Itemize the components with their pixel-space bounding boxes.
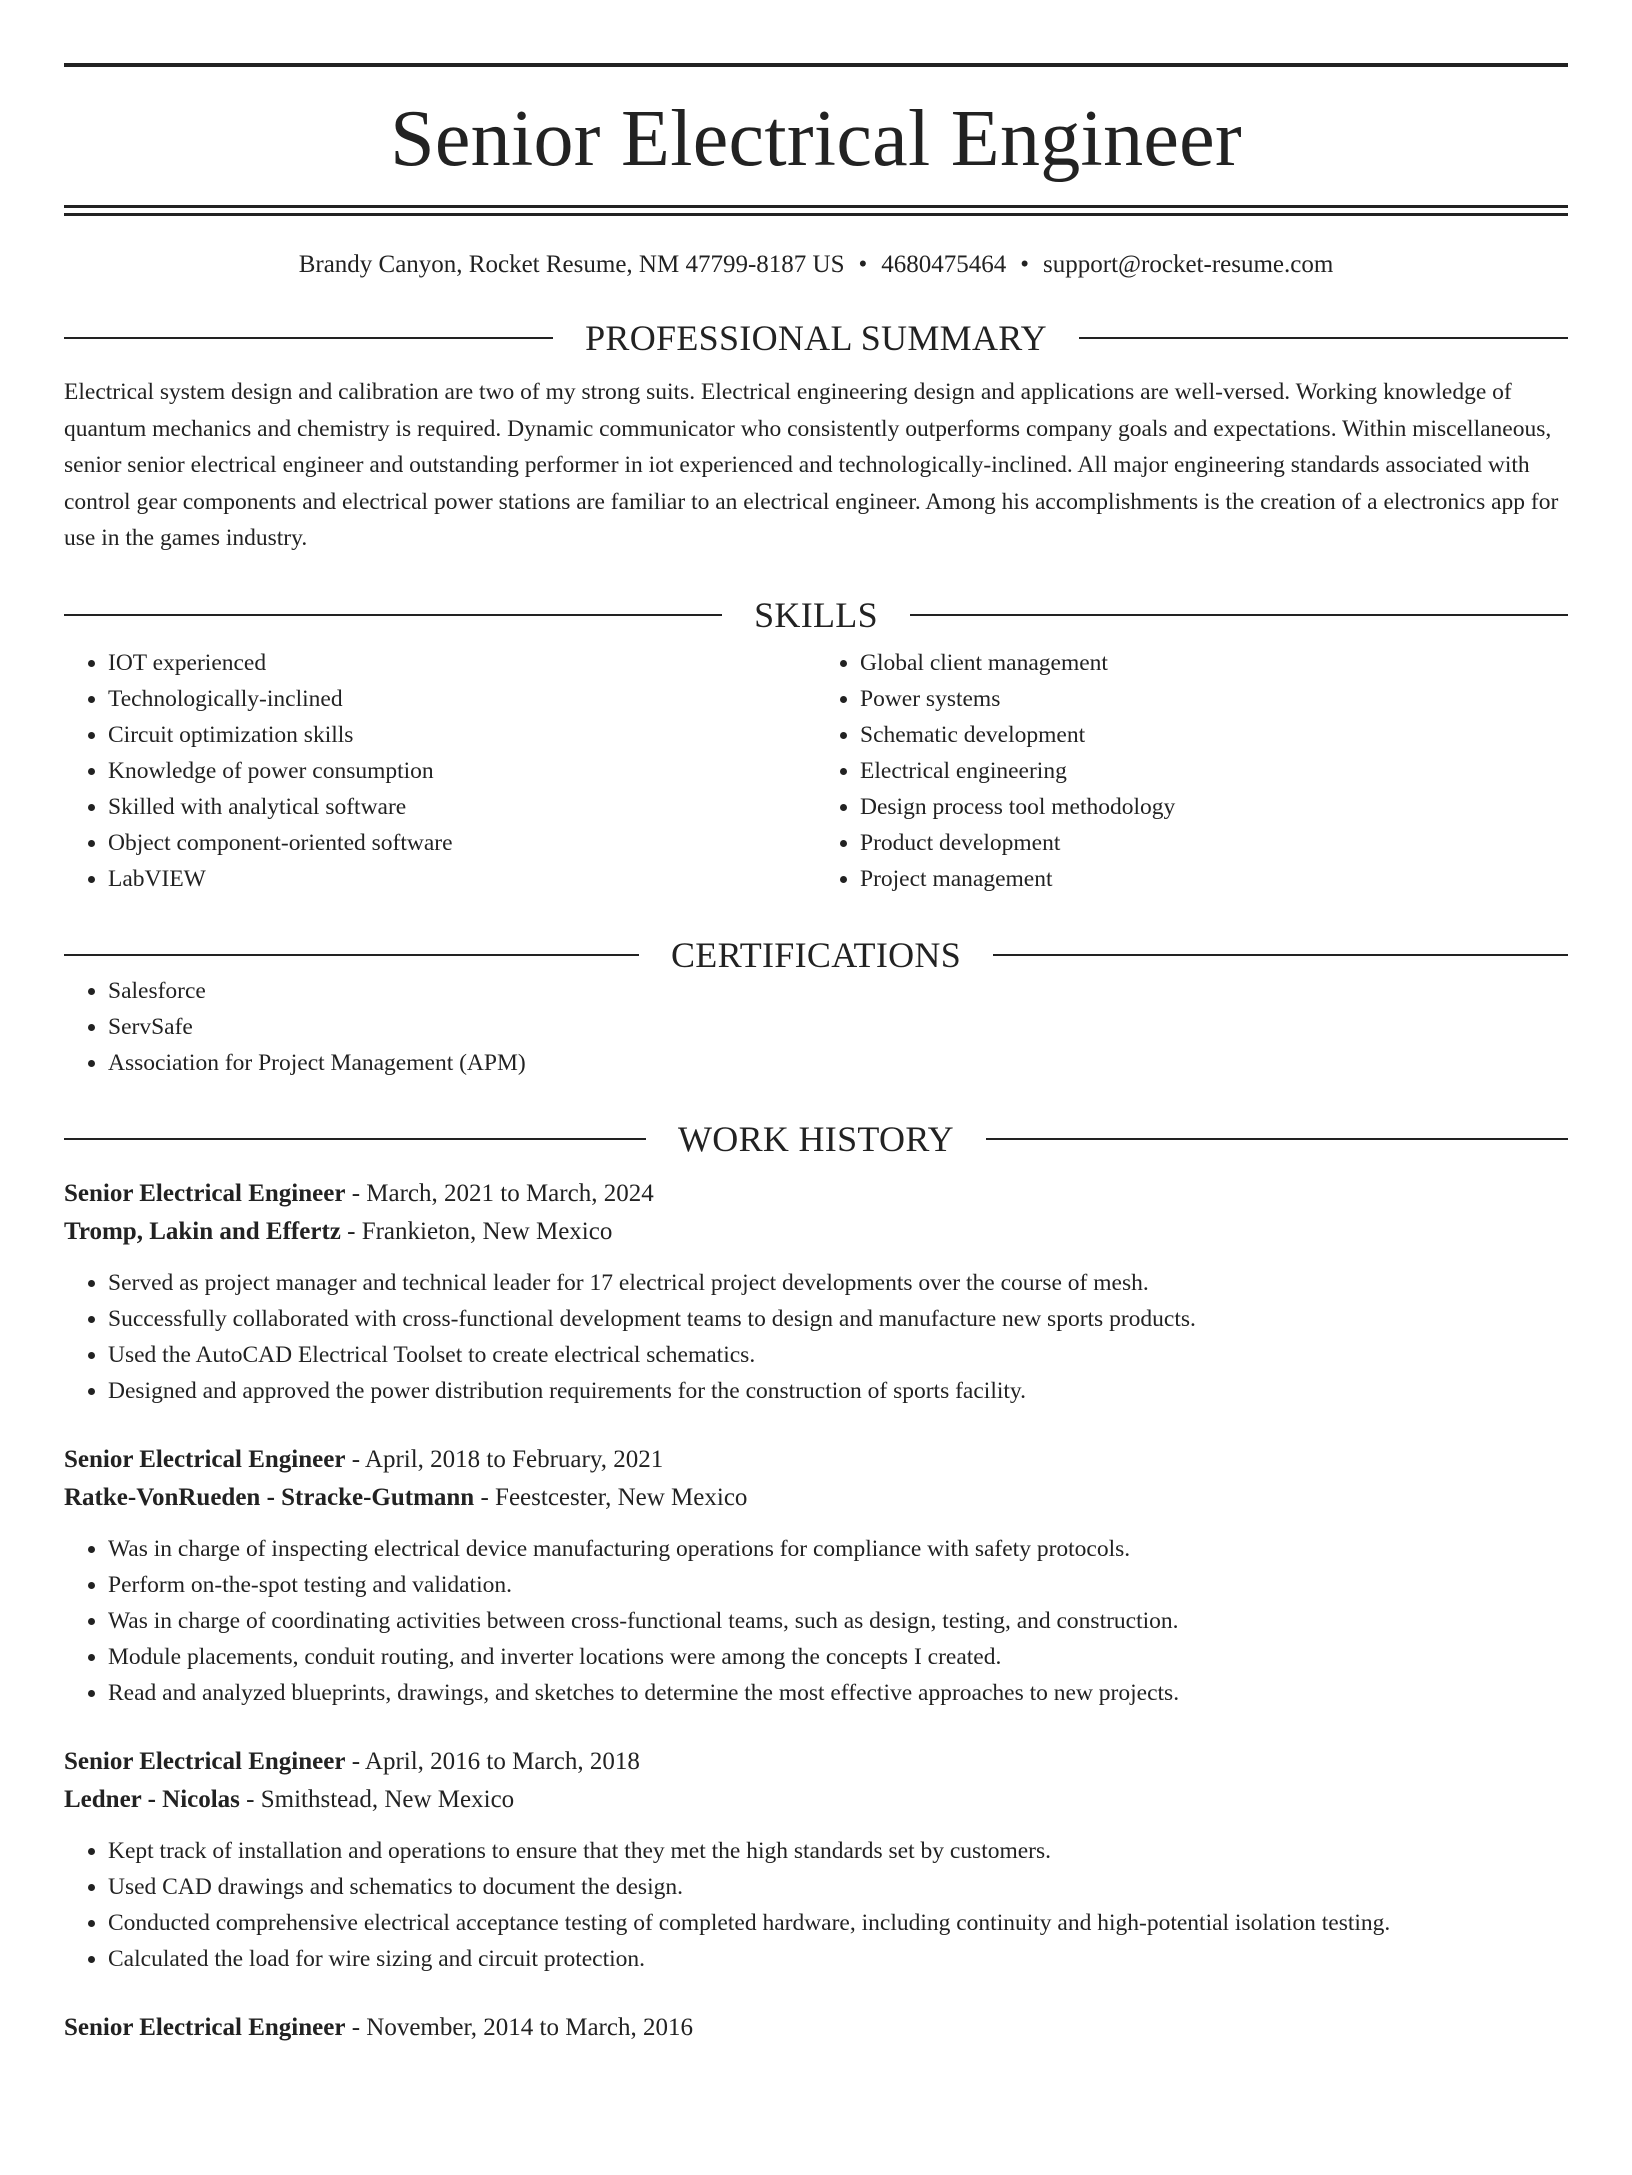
job-dates: - April, 2016 to March, 2018 [345, 1747, 640, 1775]
job-bullets [64, 1531, 1568, 1711]
job-company: Tromp, Lakin and Effertz [64, 1217, 341, 1245]
job-bullet: • Successfully collaborated with cross-functional development teams to design and manufacture new sports products. [108, 1301, 1568, 1337]
job-bullet: • Was in charge of inspecting electrical device manufacturing operations for compliance with safety protocols. [108, 1531, 1568, 1567]
section-rule [910, 614, 1568, 616]
job-dates: - March, 2021 to March, 2024 [345, 1179, 654, 1207]
section-rule [64, 337, 553, 339]
top-rule [64, 63, 1568, 67]
job-title-line [64, 1175, 1568, 1213]
job-title-line [64, 2009, 1568, 2047]
job-title: Senior Electrical Engineer [64, 1445, 346, 1473]
contact-email[interactable]: support@rocket-resume.com [1043, 251, 1334, 278]
job-bullet: • Kept track of installation and operations to ensure that they met the high standards set by customers. [108, 1833, 1568, 1869]
job-title: Senior Electrical Engineer [64, 1747, 346, 1775]
job-company: Ledner - Nicolas [64, 1785, 240, 1813]
certifications-heading: CERTIFICATIONS [670, 934, 962, 975]
job-bullet: • Perform on-the-spot testing and validation. [108, 1567, 1568, 1603]
skill-item: • Power systems [860, 681, 1568, 717]
section-rule [986, 1138, 1568, 1140]
job-dates: - April, 2018 to February, 2021 [345, 1445, 664, 1473]
job-title: Senior Electrical Engineer [64, 2013, 346, 2041]
certification-item: • Association for Project Management (APM) [108, 1045, 1568, 1081]
job-bullet: • Used CAD drawings and schematics to document the design. [108, 1869, 1568, 1905]
job-bullet: • Read and analyzed blueprints, drawings, and sketches to determine the most effective approaches to new projects. [108, 1675, 1568, 1711]
contact-line [64, 250, 1568, 280]
job-bullet: • Conducted comprehensive electrical acceptance testing of completed hardware, including continuity and high-potential isolation testing. [108, 1905, 1568, 1941]
job-entry [64, 2009, 1568, 2047]
skill-item: • Object component-oriented software [108, 825, 816, 861]
skill-item: • IOT experienced [108, 645, 816, 681]
job-company-line [64, 1781, 1568, 1819]
job-bullets [64, 1265, 1568, 1409]
job-entry [64, 1175, 1568, 1409]
job-title: Senior Electrical Engineer [64, 1179, 346, 1207]
skills-list [64, 645, 1568, 897]
job-entry [64, 1441, 1568, 1711]
job-bullet: • Designed and approved the power distribution requirements for the construction of sports facility. [108, 1373, 1568, 1409]
section-rule [1079, 337, 1568, 339]
section-rule [64, 614, 722, 616]
title-double-rule [64, 205, 1568, 216]
job-location: - Feestcester, New Mexico [474, 1483, 748, 1511]
resume-title: Senior Electrical Engineer [390, 95, 1242, 183]
skills-column-right [816, 645, 1568, 897]
job-title-line [64, 1743, 1568, 1781]
job-bullet: • Module placements, conduit routing, and inverter locations were among the concepts I created. [108, 1639, 1568, 1675]
job-location: - Frankieton, New Mexico [340, 1217, 613, 1245]
job-company-line [64, 1213, 1568, 1251]
job-bullet: • Was in charge of coordinating activities between cross-functional teams, such as design, testing, and construction. [108, 1603, 1568, 1639]
summary-heading: PROFESSIONAL SUMMARY [585, 318, 1047, 358]
skill-item: • Project management [860, 861, 1568, 897]
job-location: - Smithstead, New Mexico [239, 1785, 515, 1813]
job-company: Ratke-VonRueden - Stracke-Gutmann [64, 1483, 475, 1511]
section-rule [993, 954, 1568, 956]
skill-item: • Design process tool methodology [860, 789, 1568, 825]
section-rule [64, 1138, 646, 1140]
job-dates: - November, 2014 to March, 2016 [345, 2013, 693, 2041]
skill-item: • Electrical engineering [860, 753, 1568, 789]
job-title-line [64, 1441, 1568, 1479]
resume-page [0, 63, 1632, 2175]
job-entry [64, 1743, 1568, 1977]
skills-heading: SKILLS [754, 594, 878, 635]
skill-item: • Technologically-inclined [108, 681, 816, 717]
summary-text: Electrical system design and calibration are two of my strong suits. Electrical engineering design and applications are well-versed. Working knowledge of quantum mechanics and chemistry is required. Dynamic communicator who consistently outperforms company goals and expectations. Within miscellaneous, senior senior electrical engineer and outstanding performer in iot experienced and technologically-inclined. All major engineering standards associated with control gear components and electrical power stations are familiar to an electrical engineer. Among his accomplishments is the creation of a electronics app for use in the games industry. [64, 379, 1559, 551]
skill-item: • Circuit optimization skills [108, 717, 816, 753]
certification-item: • Salesforce [108, 973, 1568, 1009]
skill-item: • Product development [860, 825, 1568, 861]
contact-phone: 4680475464 [881, 251, 1007, 278]
work-history-heading: WORK HISTORY [678, 1118, 954, 1159]
contact-separator: • [858, 251, 868, 278]
job-bullet: • Served as project manager and technical leader for 17 electrical project developments over the course of mesh. [108, 1265, 1568, 1301]
skill-item: • Knowledge of power consumption [108, 753, 816, 789]
certification-item: • ServSafe [108, 1009, 1568, 1045]
job-bullets [64, 1833, 1568, 1977]
section-rule [64, 954, 639, 956]
skill-item: • LabVIEW [108, 861, 816, 897]
skill-item: • Skilled with analytical software [108, 789, 816, 825]
job-bullet: • Calculated the load for wire sizing and circuit protection. [108, 1941, 1568, 1977]
contact-separator: • [1020, 251, 1030, 278]
work-history-section-header [64, 1118, 1568, 1159]
job-company-line [64, 1479, 1568, 1517]
skill-item: • Schematic development [860, 717, 1568, 753]
job-bullet: • Used the AutoCAD Electrical Toolset to create electrical schematics. [108, 1337, 1568, 1373]
skills-section-header [64, 594, 1568, 635]
contact-address: Brandy Canyon, Rocket Resume, NM 47799-8187 US [298, 251, 845, 278]
certifications-list [64, 973, 1568, 1081]
skill-item: • Global client management [860, 645, 1568, 681]
certifications-section-header [64, 934, 1568, 975]
skills-column-left [64, 645, 816, 897]
summary-section-header [64, 320, 1568, 356]
